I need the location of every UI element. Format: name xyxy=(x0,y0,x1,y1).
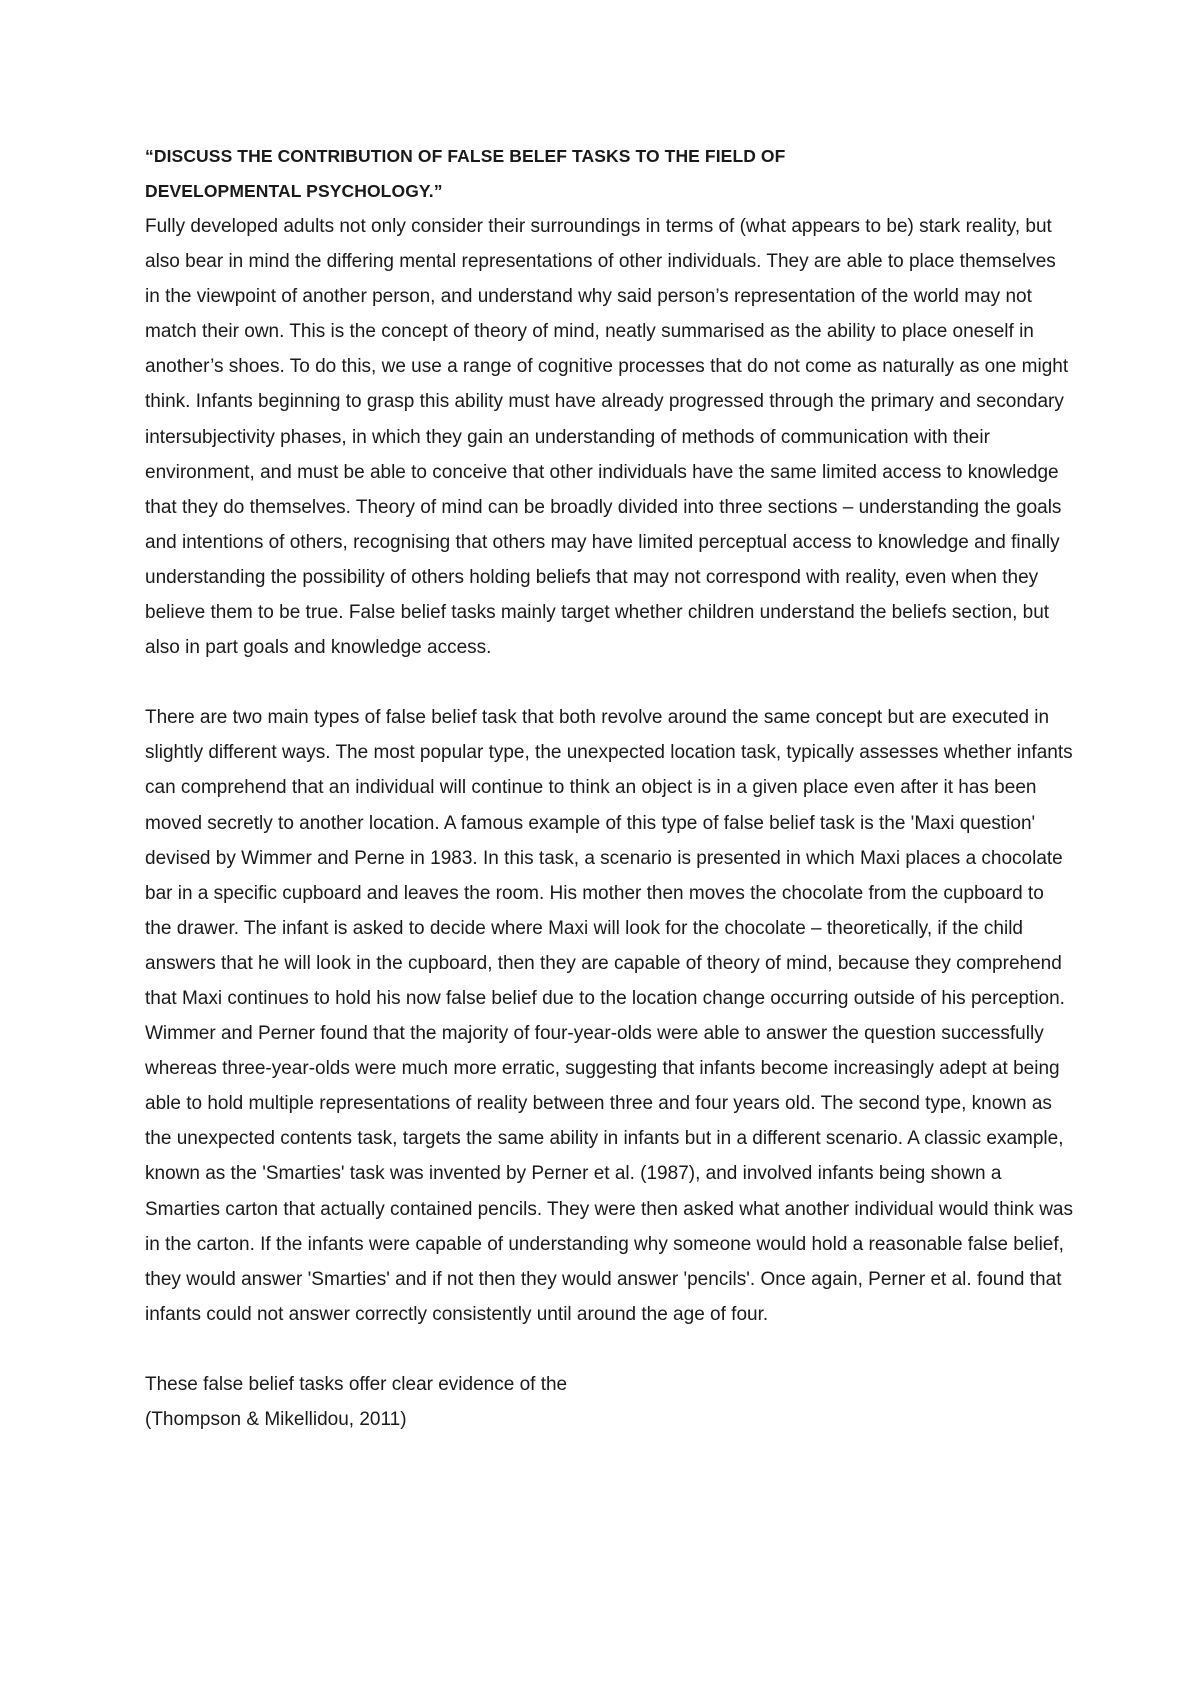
paragraph-spacer xyxy=(145,1332,1075,1367)
document-title-line-2: DEVELOPMENTAL PSYCHOLOGY.” xyxy=(145,181,443,201)
paragraph-false-belief-tasks: There are two main types of false belief task that both revolve around the same concept but are executed in slightly different ways. The most popular type, the unexpected location task, typically assesses whether infants can comprehend that an individual will continue to think an object is in a given place even after it has been moved secretly to another location. A famous example of this type of false belief task is the 'Maxi question' devised by Wimmer and Perne in 1983. In this task, a scenario is presented in which Maxi places a chocolate bar in a specific cupboard and leaves the room. His mother then moves the chocolate from the cupboard to the drawer. The infant is asked to decide where Maxi will look for the chocolate – theoretically, if the child answers that he will look in the cupboard, then they are capable of theory of mind, because they comprehend that Maxi continues to hold his now false belief due to the location change occurring outside of his perception. Wimmer and Perner found that the majority of four-year-olds were able to answer the question successfully whereas three-year-olds were much more erratic, suggesting that infants become increasingly adept at being able to hold multiple representations of reality between three and four years old. The second type, known as the unexpected contents task, targets the same ability in infants but in a different scenario. A classic example, known as the 'Smarties' task was invented by Perner et al. (1987), and involved infants being shown a Smarties carton that actually contained pencils. They were then asked what another individual would think was in the carton. If the infants were capable of understanding why someone would hold a reasonable false belief, they would answer 'Smarties' and if not then they would answer 'pencils'. Once again, Perner et al. found that infants could not answer correctly consistently until around the age of four. xyxy=(145,707,1074,1325)
paragraph-theory-of-mind: Fully developed adults not only consider their surroundings in terms of (what appears to be) stark reality, but also bear in mind the differing mental representations of other individuals. They are able to place themselves in the viewpoint of another person, and understand why said person’s representation of the world may not match their own. This is the concept of theory of mind, neatly summarised as the ability to place oneself in another’s shoes. To do this, we use a range of cognitive processes that do not come as naturally as one might think. Infants beginning to grasp this ability must have already progressed through the primary and secondary intersubjectivity phases, in which they gain an understanding of methods of communication with their environment, and must be able to conceive that other individuals have the same limited access to knowledge that they do themselves. Theory of mind can be broadly divided into three sections – understanding the goals and intentions of others, recognising that others may have limited perceptual access to knowledge and finally understanding the possibility of others holding beliefs that may not correspond with reality, even when they believe them to be true. False belief tasks mainly target whether children understand the beliefs section, but also in part goals and knowledge access. xyxy=(145,216,1069,659)
document-title-line-1: “DISCUSS THE CONTRIBUTION OF FALSE BELEF TASKS TO THE FIELD OF xyxy=(145,146,786,166)
paragraph-spacer xyxy=(145,665,1075,700)
document-body xyxy=(145,139,1075,1437)
paragraph-evidence-line: These false belief tasks offer clear evidence of the xyxy=(145,1373,568,1395)
citation-line: (Thompson & Mikellidou, 2011) xyxy=(145,1409,407,1430)
